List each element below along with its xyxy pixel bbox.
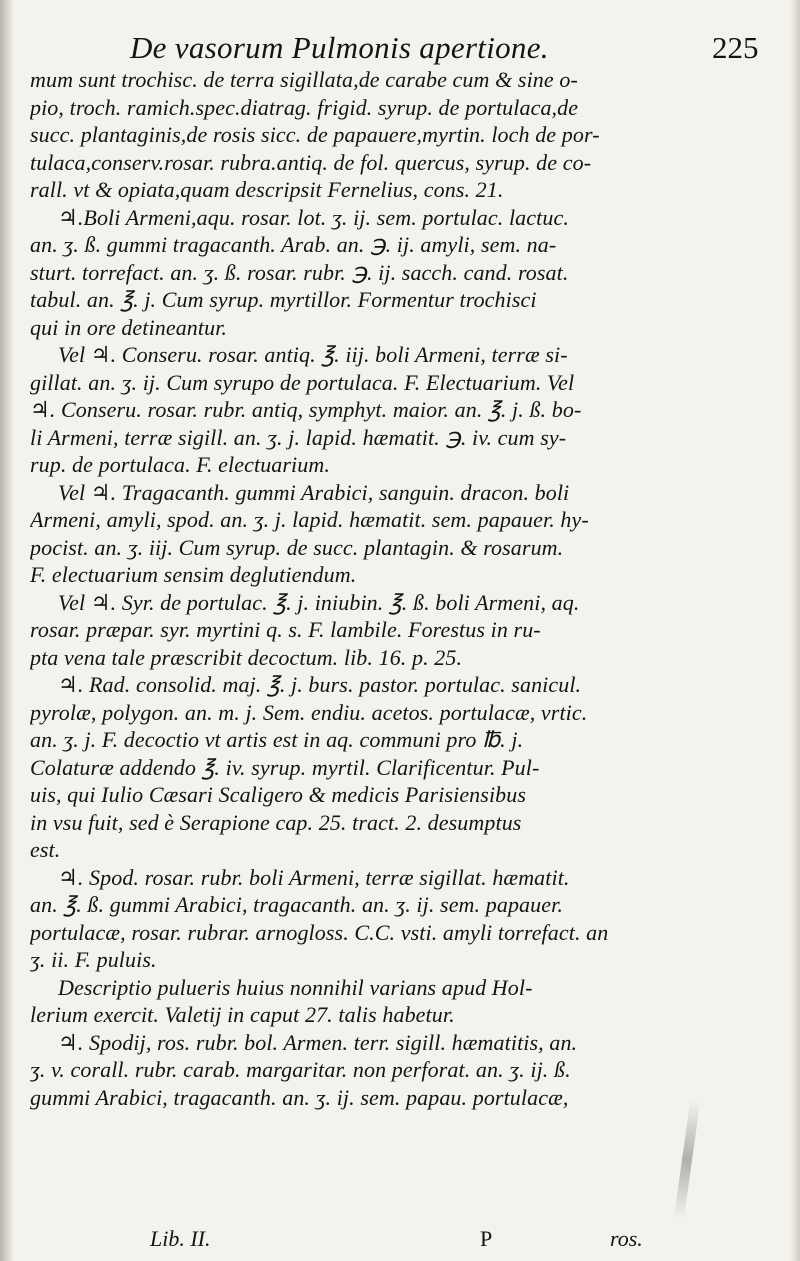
text-line: sturt. torrefact. an. ʒ. ß. rosar. rubr. ℈. ij. sacch. cand. rosat. xyxy=(30,259,569,285)
text-line: gillat. an. ʒ. ij. Cum syrupo de portulaca. F. Electuarium. Vel xyxy=(30,369,575,395)
text-line: tabul. an. ℥. j. Cum syrup. myrtillor. Formentur trochisci xyxy=(30,287,537,312)
text-line: F. electuarium sensim deglutiendum. xyxy=(30,562,357,587)
text-line: ♃. Rad. consolid. maj. ℥. j. burs. pastor. portulac. sanicul. xyxy=(58,672,582,697)
catchword: ros. xyxy=(610,1226,643,1251)
text-line: rall. vt & opiata,quam descripsit Fernelius, cons. 21. xyxy=(30,177,504,202)
text-line: rosar. præpar. syr. myrtini q. s. F. lambile. Forestus in ru- xyxy=(30,617,541,642)
text-line: Colaturæ addendo ℥. iv. syrup. myrtil. Clarificentur. Pul- xyxy=(30,754,540,780)
text-line: rup. de portulaca. F. electuarium. xyxy=(30,452,330,477)
running-head: De vasorum Pulmonis apertione. xyxy=(130,30,549,65)
text-line: pocist. an. ʒ. iij. Cum syrup. de succ. plantagin. & rosarum. xyxy=(30,534,564,560)
text-line: an. ʒ. j. F. decoctio vt artis est in aq. communi pro ℔. j. xyxy=(30,727,524,752)
text-line: an. ʒ. ß. gummi tragacanth. Arab. an. ℈. ij. amyli, sem. na- xyxy=(30,232,557,257)
text-line: qui in ore detineantur. xyxy=(30,314,228,340)
text-line: Vel ♃. Syr. de portulac. ℥. j. iniubin. ℥. ß. boli Armeni, aq. xyxy=(58,589,580,615)
text-line: Vel ♃. Conseru. rosar. antiq. ℥. iij. boli Armeni, terræ si- xyxy=(58,342,568,367)
page-footer xyxy=(150,1226,670,1256)
text-line: pyrolæ, polygon. an. m. j. Sem. endiu. acetos. portulacæ, vrtic. xyxy=(30,699,588,725)
text-line: li Armeni, terræ sigill. an. ʒ. j. lapid. hæmatit. ℈. iv. cum sy- xyxy=(30,424,567,450)
text-line: ♃. Spodij, ros. rubr. bol. Armen. terr. sigill. hæmatitis, an. xyxy=(58,1029,578,1055)
text-line: portulacæ, rosar. rubrar. arnogloss. C.C. vsti. amyli torrefact. an xyxy=(30,919,609,945)
text-line: Descriptio pulueris huius nonnihil varians apud Hol- xyxy=(58,974,533,1000)
text-line: ♃. Conseru. rosar. rubr. antiq, symphyt. maior. an. ℥. j. ß. bo- xyxy=(30,397,582,422)
text-line: mum sunt trochisc. de terra sigillata,de carabe cum & sine o- xyxy=(30,67,578,92)
text-line: pio, troch. ramich.spec.diatrag. frigid. syrup. de portulaca,de xyxy=(30,94,579,120)
text-line: in vsu fuit, sed è Serapione cap. 25. tract. 2. desumptus xyxy=(30,809,522,835)
footer-book: Lib. II. xyxy=(150,1226,211,1251)
text-line: ♃. Spod. rosar. rubr. boli Armeni, terræ sigillat. hæmatit. xyxy=(58,864,570,890)
text-line: pta vena tale præscribit decoctum. lib. 16. p. 25. xyxy=(30,644,463,670)
text-line: uis, qui Iulio Cæsari Scaligero & medicis Parisiensibus xyxy=(30,782,527,807)
text-line: ʒ. v. corall. rubr. carab. margaritar. non perforat. an. ʒ. ij. ß. xyxy=(30,1057,571,1082)
signature-mark: P xyxy=(480,1226,493,1251)
text-line: lerium exercit. Valetij in caput 27. talis habetur. xyxy=(30,1002,455,1027)
text-line: Vel ♃. Tragacanth. gummi Arabici, sanguin. dracon. boli xyxy=(58,479,570,505)
text-line: ♃.Boli Armeni,aqu. rosar. lot. ʒ. ij. sem. portulac. lactuc. xyxy=(58,204,569,230)
text-line: succ. plantaginis,de rosis sicc. de papauere,myrtin. loch de por- xyxy=(30,122,600,147)
text-line: est. xyxy=(30,837,61,862)
text-line: gummi Arabici, tragacanth. an. ʒ. ij. sem. papau. portulacæ, xyxy=(30,1084,569,1110)
gutter-shadow xyxy=(0,0,14,1261)
text-line: tulaca,conserv.rosar. rubra.antiq. de fol. quercus, syrup. de co- xyxy=(30,149,592,175)
text-line: ʒ. ii. F. puluis. xyxy=(30,947,157,972)
paper-stain xyxy=(674,1100,701,1220)
text-line: an. ℥. ß. gummi Arabici, tragacanth. an. ʒ. ij. sem. papauer. xyxy=(30,892,563,917)
page-number: 225 xyxy=(712,30,759,65)
text-line: Armeni, amyli, spod. an. ʒ. j. lapid. hæmatit. sem. papauer. hy- xyxy=(30,507,589,532)
body-text xyxy=(30,66,670,1111)
page-edge xyxy=(790,0,800,1261)
